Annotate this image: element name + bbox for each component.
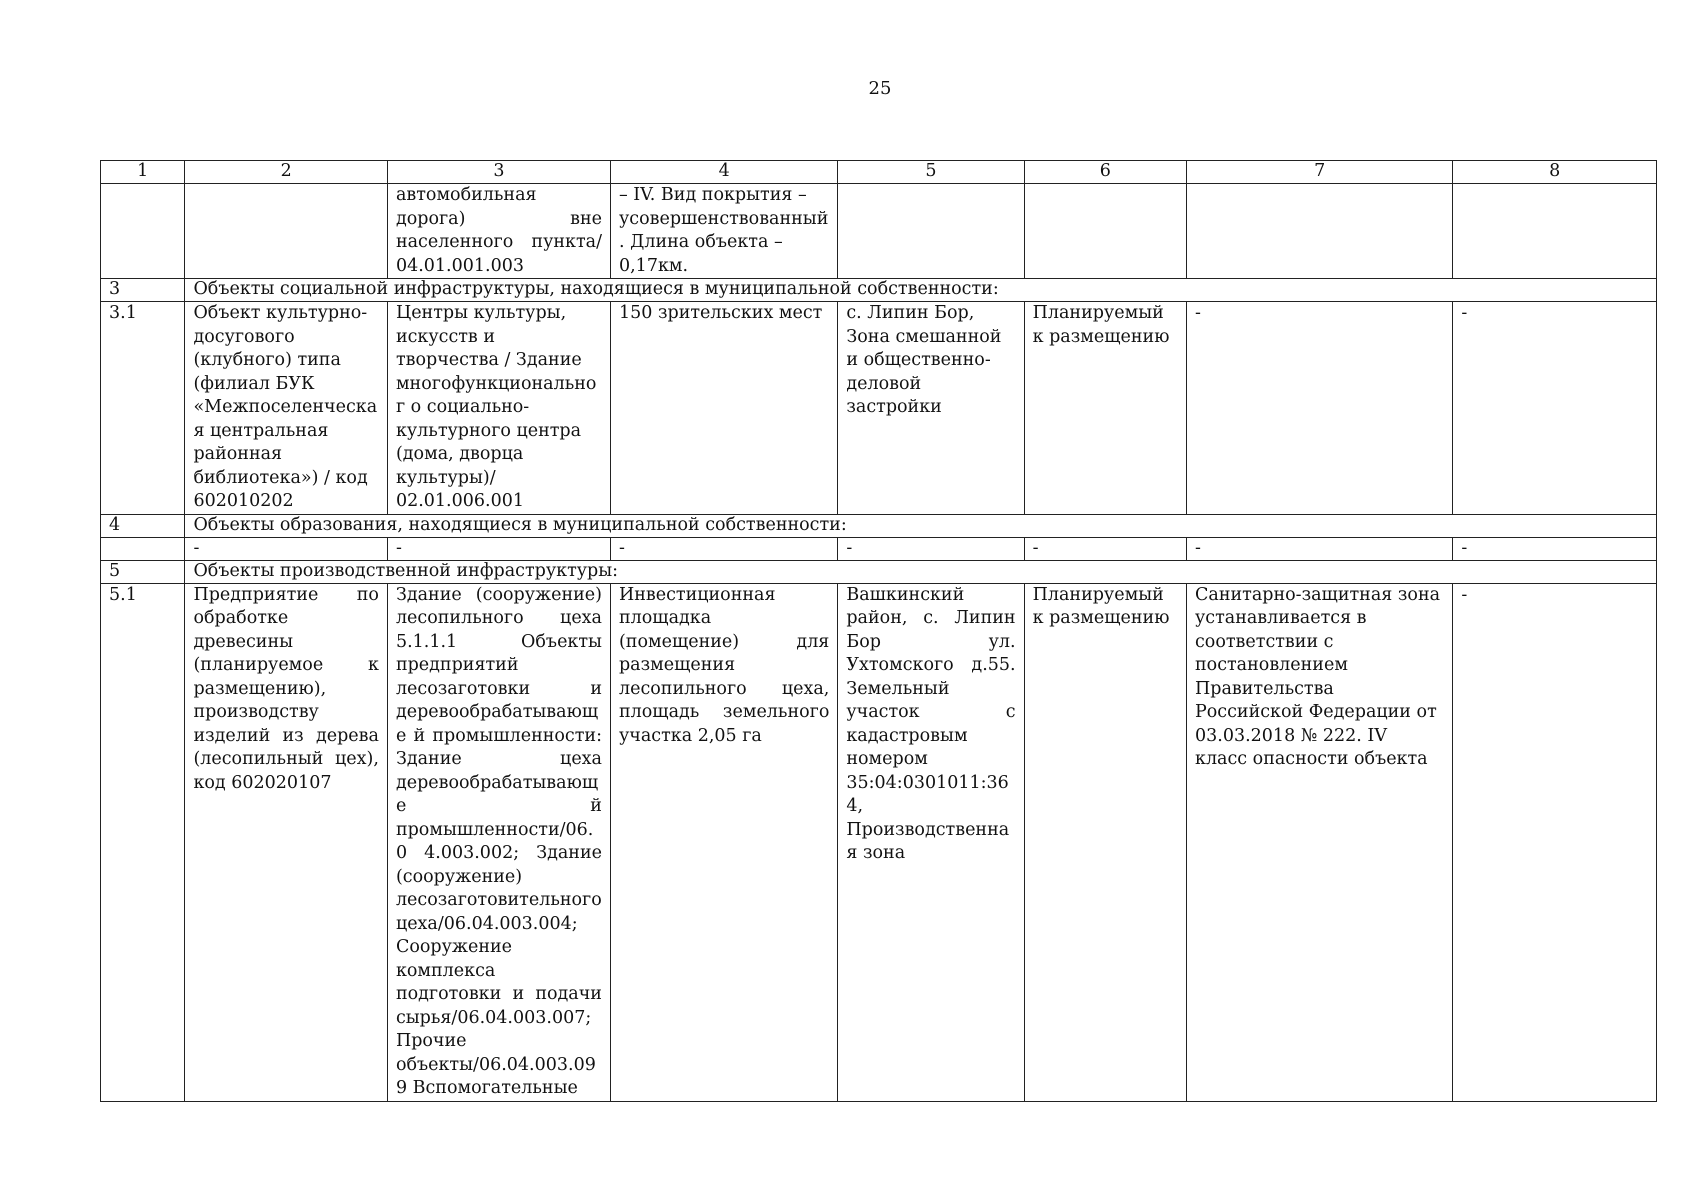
section-row-4 xyxy=(101,514,1657,537)
cell-location: с. Липин Бор, Зона смешанной и общественно-деловой застройки xyxy=(838,302,1024,515)
cell-purpose: Здание (сооружение) лесопильного цеха 5.1.1.1 Объекты предприятий лесозаготовки и деревообрабатывающе й промышленности: Здание цеха деревообрабатывающе й промышленности/06.0 4.003.002; Здание (сооружение) лесозаготовительного цеха/06.04.003.004; Сооружение комплекса подготовки и подачи сырья/06.04.003.007; Прочие объекты/06.04.003.099 Вспомогательные xyxy=(387,583,610,1101)
column-header: 8 xyxy=(1453,161,1657,184)
column-header: 5 xyxy=(838,161,1024,184)
cell-characteristics: Инвестиционная площадка (помещение) для размещения лесопильного цеха, площадь земельного участка 2,05 га xyxy=(610,583,837,1101)
cell-object: Объект культурно-досугового (клубного) типа (филиал БУК «Межпоселенческая центральная районная библиотека») / код 602010202 xyxy=(185,302,387,515)
cell-purpose: - xyxy=(387,537,610,560)
column-header: 7 xyxy=(1187,161,1453,184)
column-header: 2 xyxy=(185,161,387,184)
cell-location: Вашкинский район, с. Липин Бор ул. Ухтомского д.55. Земельный участок с кадастровым номером 35:04:0301011:364, Производственная зона xyxy=(838,583,1024,1101)
table-row-3-1 xyxy=(101,302,1657,515)
cell-number: 5.1 xyxy=(101,583,185,1101)
cell-number xyxy=(101,537,185,560)
cell-characteristics: 150 зрительских мест xyxy=(610,302,837,515)
cell-zone: - xyxy=(1187,537,1453,560)
cell-object: Предприятие по обработке древесины (планируемое к размещению), производству изделий из дерева (лесопильный цех), код 602020107 xyxy=(185,583,387,1101)
column-header: 1 xyxy=(101,161,185,184)
column-number-row xyxy=(101,161,1657,184)
cell-notes: - xyxy=(1453,583,1657,1101)
section-number: 5 xyxy=(101,560,185,583)
table-row-5-1 xyxy=(101,583,1657,1101)
section-title: Объекты образования, находящиеся в муниципальной собственности: xyxy=(185,514,1657,537)
section-row-5 xyxy=(101,560,1657,583)
section-title: Объекты социальной инфраструктуры, находящиеся в муниципальной собственности: xyxy=(185,279,1657,302)
table-row-4-empty xyxy=(101,537,1657,560)
cell-number: 3.1 xyxy=(101,302,185,515)
cell-zone: - xyxy=(1187,302,1453,515)
column-header: 4 xyxy=(610,161,837,184)
cell-object xyxy=(185,184,387,279)
cell-status xyxy=(1024,184,1186,279)
cell-object: - xyxy=(185,537,387,560)
section-row-3 xyxy=(101,279,1657,302)
planning-table xyxy=(100,160,1657,1102)
cell-status: - xyxy=(1024,537,1186,560)
section-number: 4 xyxy=(101,514,185,537)
cell-notes xyxy=(1453,184,1657,279)
cell-characteristics: – IV. Вид покрытия – усовершенствованный. Длина объекта – 0,17км. xyxy=(610,184,837,279)
column-header: 3 xyxy=(387,161,610,184)
cell-location: - xyxy=(838,537,1024,560)
section-title: Объекты производственной инфраструктуры: xyxy=(185,560,1657,583)
column-header: 6 xyxy=(1024,161,1186,184)
cell-characteristics: - xyxy=(610,537,837,560)
cell-zone xyxy=(1187,184,1453,279)
cell-status: Планируемый к размещению xyxy=(1024,583,1186,1101)
cell-purpose: автомобильная дорога) вне населенного пункта/ 04.01.001.003 xyxy=(387,184,610,279)
cell-status: Планируемый к размещению xyxy=(1024,302,1186,515)
cell-purpose: Центры культуры, искусств и творчества / Здание многофункциональног о социально-культурного центра (дома, дворца культуры)/ 02.01.006.001 xyxy=(387,302,610,515)
section-number: 3 xyxy=(101,279,185,302)
table-row-continuation xyxy=(101,184,1657,279)
cell-number xyxy=(101,184,185,279)
cell-zone: Санитарно-защитная зона устанавливается в соответствии с постановлением Правительства Российской Федерации от 03.03.2018 № 222. IV класс опасности объекта xyxy=(1187,583,1453,1101)
cell-location xyxy=(838,184,1024,279)
cell-notes: - xyxy=(1453,302,1657,515)
page-number: 25 xyxy=(868,78,892,99)
cell-notes: - xyxy=(1453,537,1657,560)
